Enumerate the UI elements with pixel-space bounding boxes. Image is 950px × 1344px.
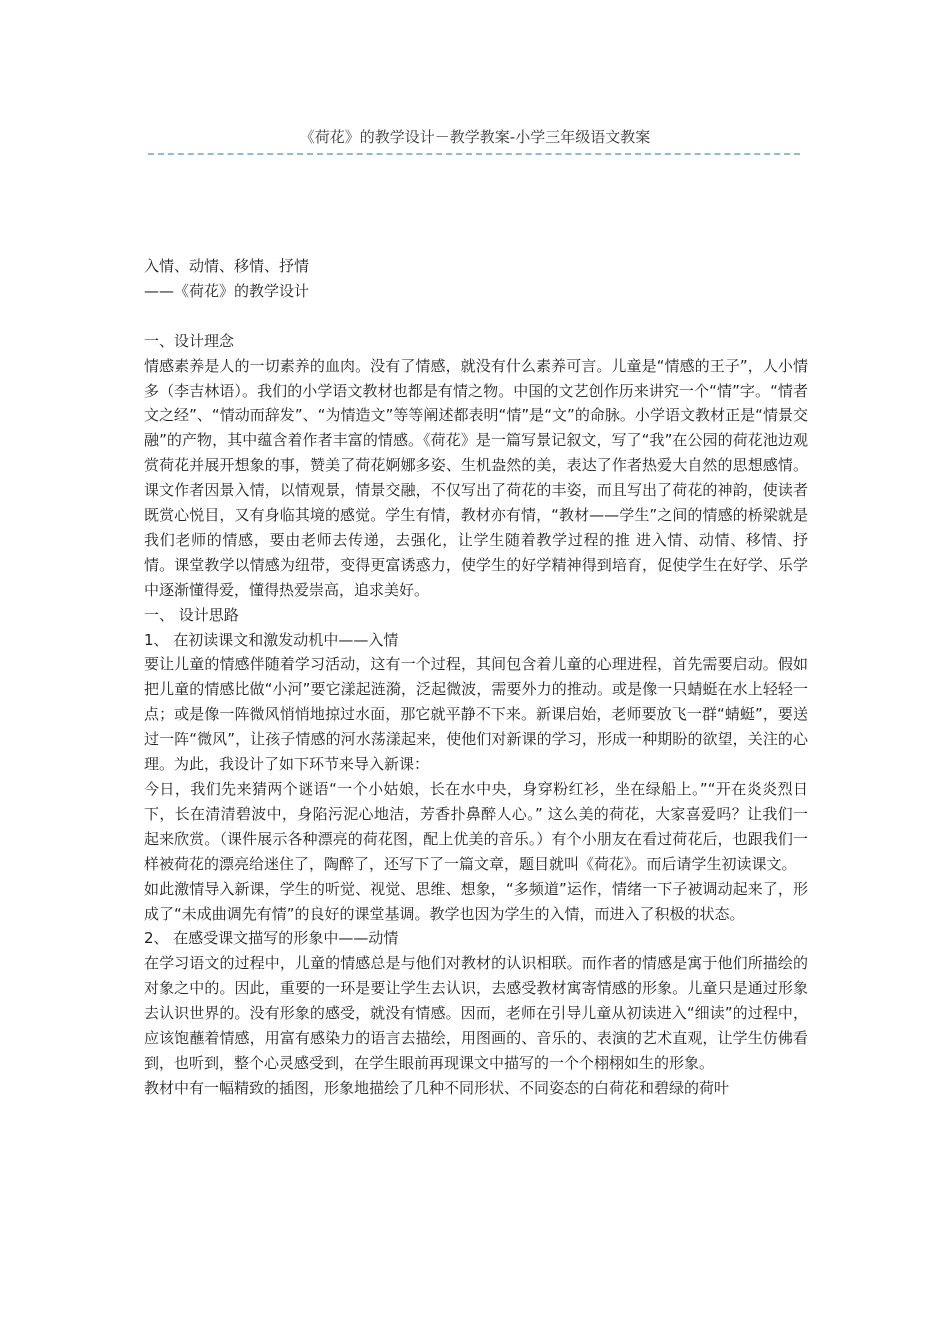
step-paragraph-1b: 今日，我们先来猜两个谜语“一个小姑娘，长在水中央，身穿粉红衫，坐在绿船上。”“开在炎炎烈日下，长在清清碧波中，身陷污泥心地洁，芳香扑鼻醉人心。” 这么美的荷花，大家喜爱吗？让我们一起来欣赏。（课件展示各种漂亮的荷花图，配上优美的音乐。）有个小朋友在看过荷花后，也跟我们一样被荷花的漂亮给迷住了，陶醉了，还写下了一篇文章，题目就叫《荷花》。而后请学生初读课文。 (144, 780, 808, 873)
section-body-design-concept: 情感素养是人的一切素养的血肉。没有了情感，就没有什么素养可言。儿童是“情感的王子”，人小情多（李吉林语）。我们的小学语文教材也都是有情之物。中国的文艺创作历来讲究一个“情”字。“情者文之经”、“情动而辞发”、“为情造文”等等阐述都表明“情”是“文”的命脉。小学语文教材正是“情景交融”的产物，其中蕴含着作者丰富的情感。《荷花》是一篇写景记叙文，写了“我”在公园的荷花池边观赏荷花并展开想象的事，赞美了荷花婀娜多姿、生机盎然的美，表达了作者热爱大自然的思想感情。课文作者因景入情，以情观景，情景交融，不仅写出了荷花的丰姿，而且写出了荷花的神韵，使读者既赏心悦目，又有身临其境的感觉。学生有情，教材亦有情，“教材——学生”之间的情感的桥梁就是我们老师的情感，要由老师去传递，去强化，让学生随着教学过程的推 进入情、动情、移情、抒情。课堂教学以情感为纽带，变得更富诱惑力，使学生的好学精神得到培育，促使学生在好学、乐学中逐渐懂得爱，懂得热爱崇高，追求美好。 (144, 356, 808, 599)
paragraph-gap (144, 304, 808, 329)
step-paragraph-2b: 教材中有一幅精致的插图，形象地描绘了几种不同形状、不同姿态的白荷花和碧绿的荷叶 (144, 1078, 730, 1097)
step-paragraph-2a: 在学习语文的过程中，儿童的情感总是与他们对教材的认识相联。而作者的情感是寓于他们所描绘的对象之中的。因此，重要的一环是要让学生去认识，去感受教材寓寄情感的形象。儿童只是通过形象去认识世界的。没有形象的感受，就没有情感。因而，老师在引导儿童从初读进入“细读”的过程中，应该饱蘸着情感，用富有感染力的语言去描绘，用图画的、音乐的、表演的艺术直观，让学生仿佛看到，也听到，整个心灵感受到，在学生眼前再现课文中描写的一个个栩栩如生的形象。 (144, 954, 808, 1072)
step-title-1: 1、 在初读课文和激发动机中——入情 (144, 630, 399, 649)
document-title: 《荷花》的教学设计－教学教案-小学三年级语文教案 (299, 128, 651, 146)
step-title-2: 2、 在感受课文描写的形象中——动情 (144, 929, 399, 948)
article-subheading: ——《荷花》的教学设计 (144, 281, 310, 300)
step-paragraph-1a: 要让儿童的情感伴随着学习活动，这有一个过程，其间包含着儿童的心理进程，首先需要启动。假如把儿童的情感比做“小河”要它漾起涟漪，泛起微波，需要外力的推动。或是像一只蜻蜓在水上轻轻一点；或是像一阵微风悄悄地掠过水面，那它就平静不下来。新课启始，老师要放飞一群“蜻蜓”，要送过一阵“微风”，让孩子情感的河水荡漾起来，使他们对新课的学习，形成一种期盼的欲望，关注的心理。为此，我设计了如下环节来导入新课： (144, 655, 808, 774)
document-body (144, 254, 808, 1101)
section-title-design-concept: 一、设计理念 (144, 331, 235, 350)
section-title-design-approach: 一、 设计思路 (144, 605, 239, 624)
step-paragraph-1c: 如此激情导入新课，学生的听觉、视觉、思维、想象，“多频道”运作，情绪一下子被调动起来了，形成了“未成曲调先有情”的良好的课堂基调。教学也因为学生的入情，而进入了积极的状态。 (144, 879, 808, 923)
article-heading: 入情、动情、移情、抒情 (144, 257, 310, 275)
title-divider (148, 153, 800, 155)
